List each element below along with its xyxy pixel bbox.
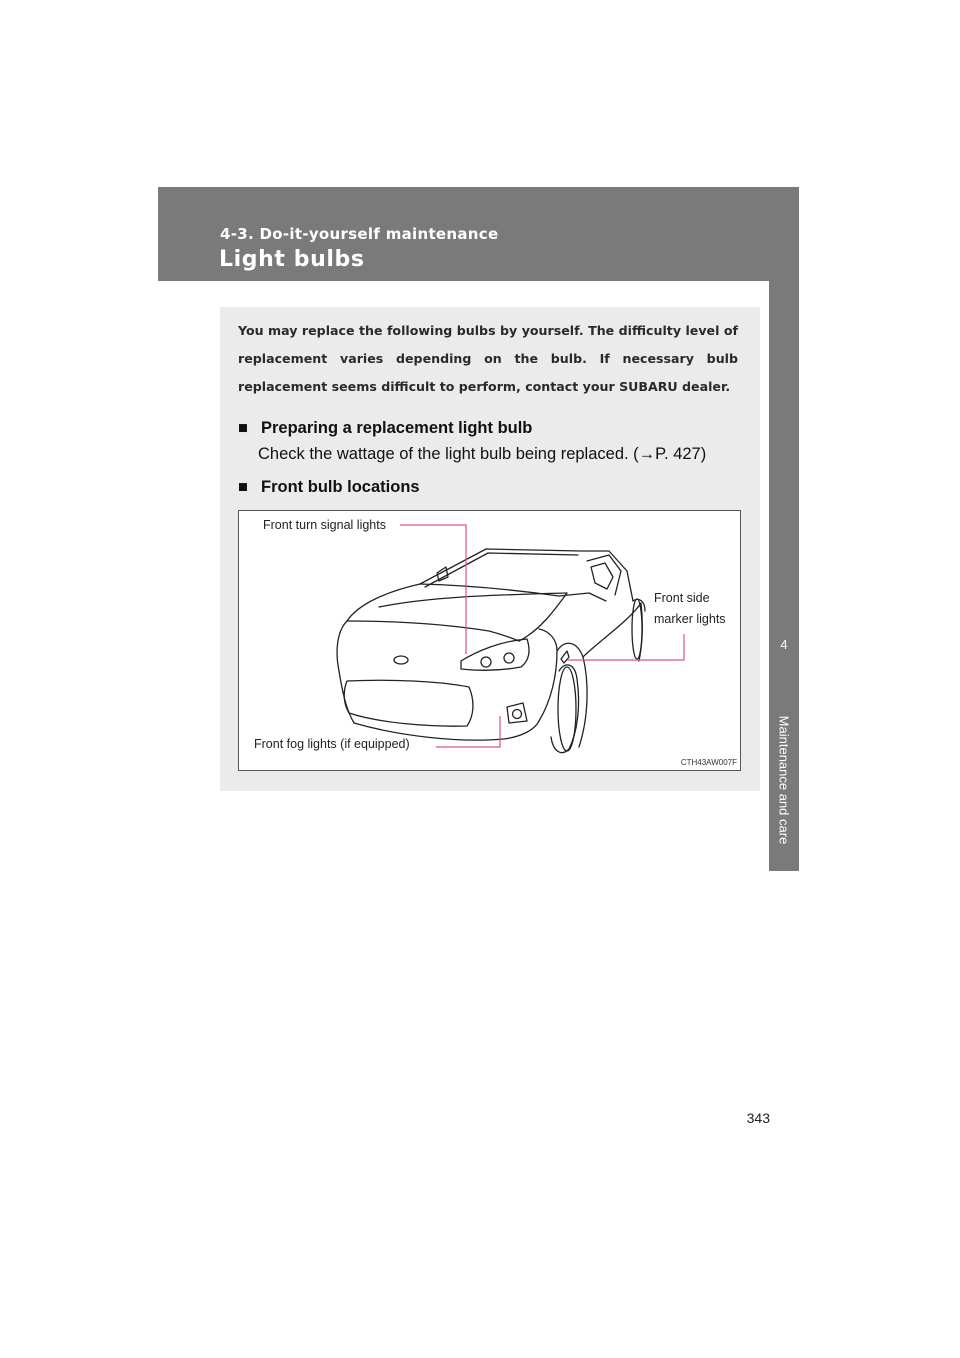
content-box <box>220 307 760 791</box>
wattage-instruction: Check the wattage of the light bulb being replaced. (→P. 427) <box>258 445 707 463</box>
chapter-title: Maintenance and care <box>776 715 792 845</box>
chapter-number: 4 <box>780 637 788 652</box>
front-bulb-figure <box>238 510 741 771</box>
heading-text: Preparing a replacement light bulb <box>261 419 533 437</box>
heading-preparing-bulb <box>238 419 532 438</box>
heading-text: Front bulb locations <box>261 478 420 496</box>
callout-fog-lights: Front fog lights (if equipped) <box>254 737 410 751</box>
heading-front-bulb-locations <box>238 478 420 497</box>
section-label: 4-3. Do-it-yourself maintenance <box>220 225 499 243</box>
figure-code: CTH43AW007F <box>680 758 737 767</box>
callout-side-marker-line1: Front side <box>654 591 710 605</box>
callout-turn-signal-lights: Front turn signal lights <box>263 518 386 532</box>
square-bullet-icon: ■ <box>238 478 248 496</box>
intro-paragraph: You may replace the following bulbs by yourself. The difficulty level of replacement varies depending on the bulb. If necessary bulb replacement seems difficult to perform, contact your SUBARU dealer. <box>238 323 738 394</box>
page-number: 343 <box>746 1110 770 1126</box>
page-title: Light bulbs <box>219 247 365 272</box>
car-front-illustration <box>239 511 742 772</box>
callout-side-marker-line2: marker lights <box>654 612 726 626</box>
square-bullet-icon: ■ <box>238 419 248 437</box>
